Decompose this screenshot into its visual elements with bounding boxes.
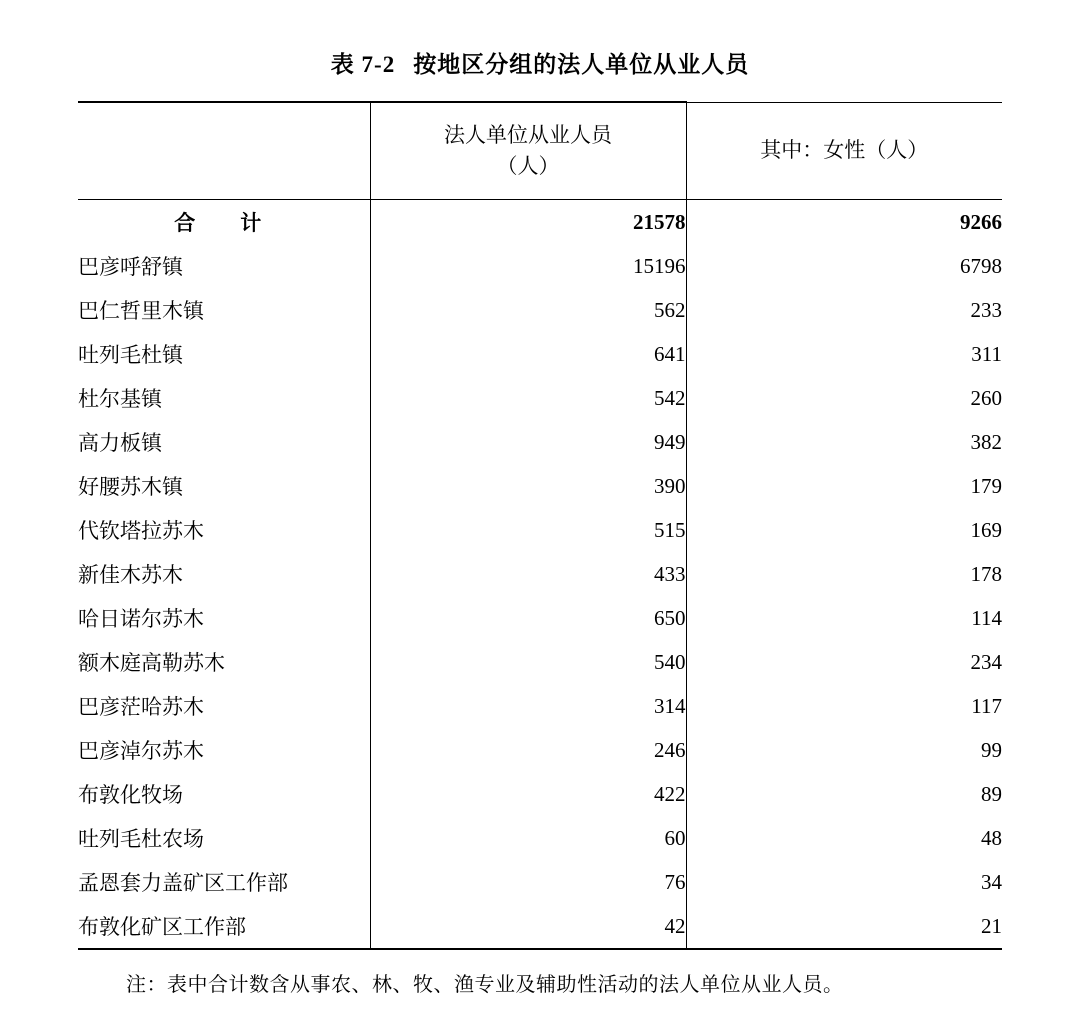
- table-header: [78, 102, 1002, 200]
- cell-female: 233: [686, 288, 1002, 332]
- cell-female: 260: [686, 376, 1002, 420]
- cell-region: 代钦塔拉苏木: [78, 519, 204, 543]
- table-title-text: 按地区分组的法人单位从业人员: [413, 52, 750, 77]
- cell-region: 吐列毛杜农场: [78, 827, 204, 851]
- table-row: [78, 332, 1002, 376]
- table-row: [78, 596, 1002, 640]
- cell-total: 76: [370, 860, 686, 904]
- cell-female: 9266: [686, 200, 1002, 245]
- table-number: 表 7-2: [330, 52, 396, 77]
- cell-total: 15196: [370, 244, 686, 288]
- cell-region: 哈日诺尔苏木: [78, 607, 204, 631]
- table-row: [78, 772, 1002, 816]
- cell-total: 21578: [370, 200, 686, 245]
- cell-region: 合 计: [174, 211, 274, 235]
- table-row: [78, 464, 1002, 508]
- cell-total: 562: [370, 288, 686, 332]
- cell-female: 234: [686, 640, 1002, 684]
- table-body: [78, 200, 1002, 950]
- cell-region: 吐列毛杜镇: [78, 343, 183, 367]
- cell-total: 314: [370, 684, 686, 728]
- table-container: [78, 101, 1002, 950]
- table-row: [78, 904, 1002, 949]
- cell-female: 114: [686, 596, 1002, 640]
- header-total: [370, 102, 686, 200]
- cell-female: 169: [686, 508, 1002, 552]
- cell-total: 433: [370, 552, 686, 596]
- cell-total: 390: [370, 464, 686, 508]
- table-row: [78, 376, 1002, 420]
- cell-region: 好腰苏木镇: [78, 475, 183, 499]
- header-total-line2: （人）: [496, 154, 560, 178]
- cell-total: 650: [370, 596, 686, 640]
- cell-total: 949: [370, 420, 686, 464]
- table-row: [78, 420, 1002, 464]
- cell-total: 422: [370, 772, 686, 816]
- cell-female: 179: [686, 464, 1002, 508]
- table-row: [78, 288, 1002, 332]
- cell-region: 巴仁哲里木镇: [78, 299, 204, 323]
- cell-total: 42: [370, 904, 686, 949]
- page-title: [0, 0, 1080, 79]
- cell-region: 新佳木苏木: [78, 563, 183, 587]
- cell-region: 巴彦茫哈苏木: [78, 695, 204, 719]
- cell-region: 巴彦淖尔苏木: [78, 739, 204, 763]
- cell-region: 布敦化矿区工作部: [78, 904, 370, 949]
- table-row: [78, 860, 1002, 904]
- table-row: [78, 508, 1002, 552]
- header-female-label: 其中：女性（人）: [760, 138, 929, 162]
- cell-total: 246: [370, 728, 686, 772]
- table-row: [78, 728, 1002, 772]
- cell-female: 311: [686, 332, 1002, 376]
- header-total-line1: 法人单位从业人员: [444, 122, 612, 147]
- table-row: [78, 640, 1002, 684]
- table-note: 注：表中合计数含从事农、林、牧、渔专业及辅助性活动的法人单位从业人员。: [126, 974, 844, 996]
- employment-table: [78, 101, 1002, 950]
- cell-female: 48: [686, 816, 1002, 860]
- cell-region: 额木庭高勒苏木: [78, 651, 225, 675]
- cell-female: 6798: [686, 244, 1002, 288]
- cell-region: 高力板镇: [78, 431, 162, 455]
- cell-total: 641: [370, 332, 686, 376]
- cell-region: 巴彦呼舒镇: [78, 255, 183, 279]
- cell-region: 杜尔基镇: [78, 387, 162, 411]
- cell-female: 34: [686, 860, 1002, 904]
- cell-total: 60: [370, 816, 686, 860]
- cell-total: 540: [370, 640, 686, 684]
- table-row: [78, 684, 1002, 728]
- cell-region: 布敦化牧场: [78, 783, 183, 807]
- cell-female: 382: [686, 420, 1002, 464]
- cell-total: 542: [370, 376, 686, 420]
- cell-total: 515: [370, 508, 686, 552]
- cell-female: 89: [686, 772, 1002, 816]
- table-row-total: [78, 200, 1002, 245]
- cell-female: 21: [686, 904, 1002, 949]
- table-row: [78, 816, 1002, 860]
- table-row: [78, 244, 1002, 288]
- header-region: [78, 102, 370, 200]
- cell-female: 178: [686, 552, 1002, 596]
- table-row: [78, 552, 1002, 596]
- cell-region: 孟恩套力盖矿区工作部: [78, 871, 288, 895]
- header-female: [686, 102, 1002, 200]
- cell-female: 117: [686, 684, 1002, 728]
- cell-female: 99: [686, 728, 1002, 772]
